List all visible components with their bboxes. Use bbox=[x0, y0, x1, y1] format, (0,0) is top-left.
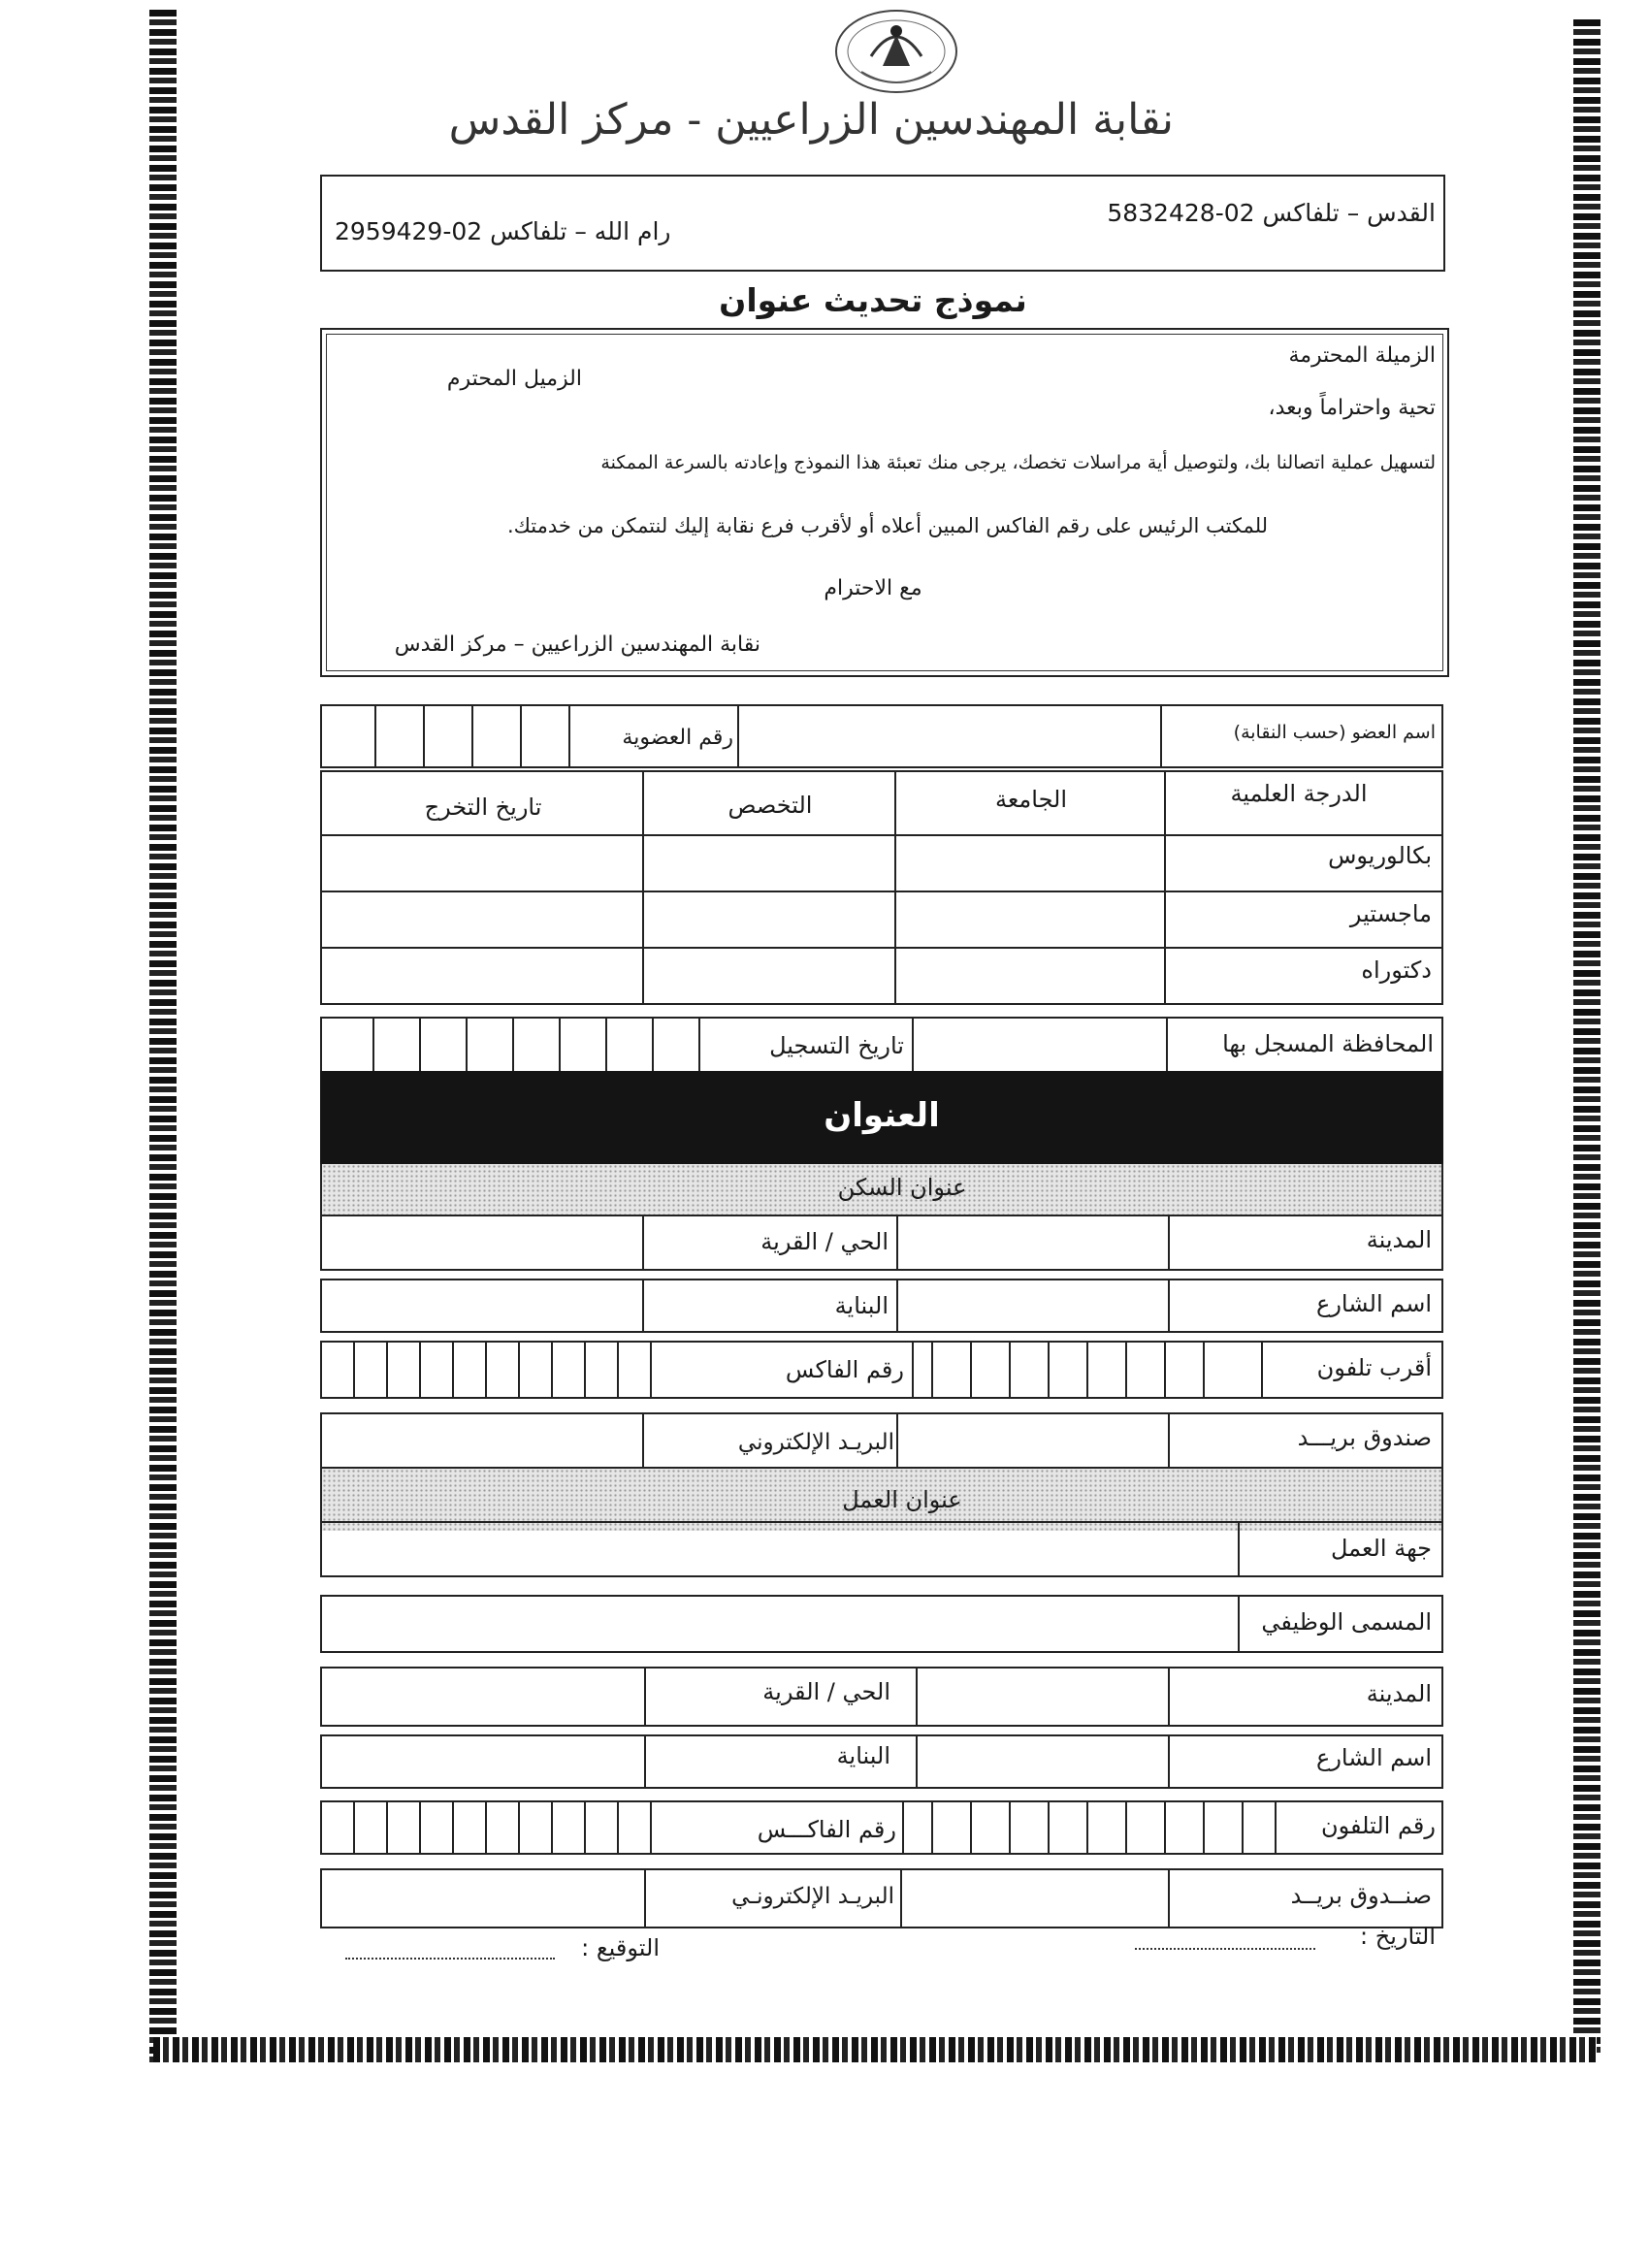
signature-field[interactable] bbox=[345, 1954, 555, 1960]
signature-label: التوقيع : bbox=[581, 1934, 660, 1961]
home-fax-digits[interactable] bbox=[322, 1343, 648, 1397]
member-name-label: اسم العضو (حسب النقابة) bbox=[1233, 722, 1436, 743]
home-building-field[interactable] bbox=[322, 1280, 640, 1331]
degree-row-doctorate: دكتوراه bbox=[1361, 956, 1432, 984]
salutation-male: الزميل المحترم bbox=[446, 367, 582, 391]
jerusalem-fax: القدس – تلفاكس 02-5832428 bbox=[1107, 199, 1436, 227]
work-building-field[interactable] bbox=[322, 1736, 642, 1787]
form-title: نموذج تحديث عنوان bbox=[719, 281, 1027, 319]
work-employer-field[interactable] bbox=[322, 1523, 1236, 1575]
home-district-field[interactable] bbox=[322, 1216, 640, 1269]
work-city-label: المدينة bbox=[1366, 1680, 1432, 1707]
left-ornament-border bbox=[149, 10, 177, 2066]
degree-doctorate-fields[interactable] bbox=[322, 949, 1164, 1003]
letter-closing: مع الاحترام bbox=[824, 576, 922, 600]
union-logo bbox=[832, 8, 960, 95]
home-address-heading-label: عنوان السكن bbox=[837, 1174, 967, 1201]
degree-header-level: الدرجة العلمية bbox=[1230, 780, 1368, 807]
ramallah-fax: رام الله – تلفاكس 02-2959429 bbox=[335, 217, 671, 245]
work-building-label: البناية bbox=[836, 1742, 890, 1769]
home-fax-label: رقم الفاكس bbox=[785, 1356, 904, 1383]
work-job-title-label: المسمى الوظيفي bbox=[1261, 1608, 1432, 1636]
org-title: نقابة المهندسين الزراعيين - مركز القدس bbox=[448, 95, 1174, 145]
home-city-field[interactable] bbox=[900, 1216, 1166, 1269]
date-field[interactable] bbox=[1135, 1944, 1315, 1950]
work-city-field[interactable] bbox=[920, 1669, 1166, 1725]
member-name-field[interactable] bbox=[741, 706, 1158, 766]
work-pobox-field[interactable] bbox=[904, 1870, 1166, 1927]
home-pobox-field[interactable] bbox=[900, 1414, 1166, 1467]
degree-header-graduation-date: تاريخ التخرج bbox=[424, 794, 542, 821]
degree-header-university: الجامعة bbox=[994, 786, 1068, 813]
membership-number-digits[interactable] bbox=[322, 706, 566, 766]
degree-master-fields[interactable] bbox=[322, 892, 1164, 947]
home-district-label: الحي / القرية bbox=[760, 1228, 889, 1255]
work-email-field[interactable] bbox=[322, 1870, 642, 1927]
work-fax-label: رقم الفاكـــس bbox=[757, 1816, 896, 1843]
work-street-label: اسم الشارع bbox=[1316, 1744, 1432, 1771]
home-street-field[interactable] bbox=[900, 1280, 1166, 1331]
degree-bachelor-fields[interactable] bbox=[322, 836, 1164, 891]
registration-date-label: تاريخ التسجيل bbox=[769, 1032, 904, 1059]
home-phone-label: أقرب تلفون bbox=[1316, 1354, 1432, 1381]
home-building-label: البناية bbox=[834, 1292, 889, 1319]
home-street-label: اسم الشارع bbox=[1316, 1290, 1432, 1317]
degree-header-specialization: التخصص bbox=[728, 792, 813, 819]
letter-body-line2: للمكتب الرئيس على رقم الفاكس المبين أعلاه أو لأقرب فرع نقابة إليك لنتمكن من خدمتك. bbox=[506, 514, 1269, 537]
home-email-field[interactable] bbox=[322, 1414, 640, 1467]
home-city-label: المدينة bbox=[1366, 1226, 1432, 1253]
work-street-field[interactable] bbox=[920, 1736, 1166, 1787]
work-job-title-field[interactable] bbox=[322, 1597, 1236, 1651]
right-ornament-border bbox=[1573, 19, 1600, 2055]
bottom-ornament-border bbox=[153, 2037, 1597, 2062]
province-field[interactable] bbox=[916, 1019, 1164, 1071]
home-pobox-label: صندوق بريـــد bbox=[1297, 1424, 1432, 1451]
work-pobox-label: صنــدوق بريــد bbox=[1290, 1882, 1432, 1909]
degree-row-master: ماجستير bbox=[1349, 900, 1432, 927]
work-district-label: الحي / القرية bbox=[762, 1678, 890, 1705]
salutation-female: الزميلة المحترمة bbox=[1288, 343, 1436, 368]
work-address-heading-label: عنوان العمل bbox=[842, 1486, 962, 1513]
greeting: تحية واحتراماً وبعد، bbox=[1268, 396, 1436, 420]
degree-row-bachelor: بكالوريوس bbox=[1328, 842, 1432, 869]
letter-signature: نقابة المهندسين الزراعيين – مركز القدس bbox=[394, 632, 760, 657]
registration-date-digits[interactable] bbox=[322, 1019, 696, 1071]
work-district-field[interactable] bbox=[322, 1669, 642, 1725]
work-employer-label: جهة العمل bbox=[1330, 1535, 1432, 1562]
province-label: المحافظة المسجل بها bbox=[1222, 1030, 1434, 1057]
address-banner-title: العنوان bbox=[824, 1096, 940, 1135]
date-label: التاريخ : bbox=[1359, 1923, 1436, 1950]
home-email-label: البريـد الإلكتروني bbox=[737, 1430, 894, 1455]
membership-number-label: رقم العضوية bbox=[622, 726, 733, 750]
work-email-label: البريـد الإلكترونـي bbox=[731, 1884, 894, 1909]
home-phone-digits[interactable] bbox=[916, 1343, 1259, 1397]
work-phone-digits[interactable] bbox=[906, 1802, 1273, 1853]
work-phone-label: رقم التلفون bbox=[1321, 1812, 1436, 1839]
work-fax-digits[interactable] bbox=[322, 1802, 648, 1853]
letter-body-line1: لتسهيل عملية اتصالنا بك، ولتوصيل أية مراسلات تخصك، يرجى منك تعبئة هذا النموذج وإعادته بالسرعة الممكنة bbox=[600, 452, 1436, 473]
